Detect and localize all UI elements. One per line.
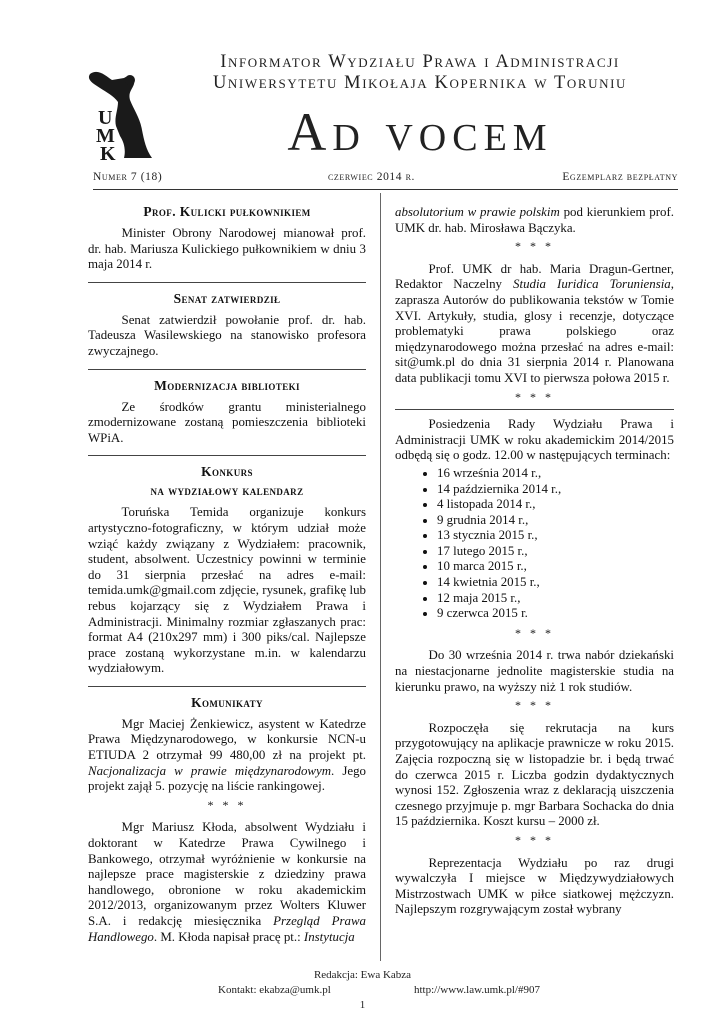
section-heading: Komunikaty [191,694,263,710]
list-item: • 16 września 2014 r., [437,466,674,482]
left-column [88,203,366,954]
newsletter-title: Ad vocem [287,102,553,162]
separator: * * * [515,389,554,404]
section-divider [88,455,366,456]
footer-url: http://www.law.umk.pl/#907 [414,984,540,996]
section-heading: na wydziałowy kalendarz [150,483,304,499]
section-divider [395,409,674,410]
section-text: Prof. UMK dr hab. Maria Dragun-Gertner, Redaktor Naczelny Studia Iuridica Toruniensia, zaprasza Autorów do publikowania tekstów w Tomie XVI. Artykuły, studia, glosy i recenzje, dotyczące problematyki prawa polskiego oraz międzynarodowego można przesłać na adres e-mail: sit@umk.pl do dnia 31 sierpnia 2014 r. Planowana data publikacji tomu XVI to pierwsza połowa 2015 r. [395,261,674,385]
section-divider [88,369,366,370]
footer-editor: Redakcja: Ewa Kabza [313,969,412,981]
list-item: • 14 kwietnia 2015 r., [437,575,674,591]
list-item: • 14 października 2014 r., [437,482,674,498]
column-divider [380,193,381,961]
section-divider [88,686,366,687]
section-text: Minister Obrony Narodowej mianował prof. dr. hab. Mariusza Kulickiego pułkownikiem w dniu 3 maja 2014 r. [88,226,366,272]
list-item: • 9 grudnia 2014 r., [437,513,674,529]
issue-bar [93,171,678,189]
section-heading: Prof. Kulicki pułkownikiem [143,204,311,219]
logo-letter-m: M [96,125,115,147]
section-text: Reprezentacja Wydziału po raz drugi wywalczyła I miejsce w Międzywydziałowych Mistrzostwach UMK w piłce siatkowej mężczyzn. Najlepszym rozgrywającym został wybrany [395,855,674,917]
logo-letter-u: U [98,107,113,129]
separator: * * * [515,698,554,713]
issue-note: Egzemplarz bezpłatny [562,171,678,183]
logo-letter-k: K [100,143,116,162]
meeting-dates-list [395,466,674,622]
section-text: Posiedzenia Rady Wydziału Prawa i Administracji UMK w roku akademickim 2014/2015 odbędą się o godz. 12.00 w następujących terminach: [395,417,674,463]
list-item: • 9 czerwca 2015 r. [437,606,674,622]
footer-contact: Kontakt: ekabza@umk.pl [218,984,331,996]
section-divider [88,282,366,283]
section-text: Mgr Maciej Żenkiewicz, asystent w Katedrze Prawa Międzynarodowego, w konkursie NCN-u ETIUDA 2 otrzymał 99 480,00 zł na projekt pt. Nacjonalizacja w prawie międzynarodowym. Jego projekt zajął 5. pozycję na liście rankingowej. [88,716,366,794]
separator: * * * [207,797,247,812]
list-item: • 4 listopada 2014 r., [437,497,674,513]
section-text: Mgr Mariusz Kłoda, absolwent Wydziału i doktorant w Katedrze Prawa Cywilnego i Bankowego, otrzymał wyróżnienie w konkursie na najlepsze prace magisterskie z dziedziny prawa handlowego, obronione w roku akademickim 2012/2013, organizowanym przez Wolters Kluwer S.A. i redakcję miesięcznika Przegląd Prawa Handlowego. M. Kłoda napisał pracę pt.: Instytucja [88,820,367,944]
section-text: Ze środków grantu ministerialnego zmodernizowane zostaną pomieszczenia biblioteki WPiA. [88,399,366,445]
separator: * * * [515,625,554,640]
section-text: Do 30 września 2014 r. trwa nabór dziekański na niestacjonarne jednolite magisterskie studia na kierunku prawo, na wyższy niż 1 rok studiów. [395,648,674,694]
header-line-1: Informator Wydziału Prawa i Administracji [220,52,620,72]
section-text: Rozpoczęła się rekrutacja na kurs przygotowujący na aplikacje prawnicze w roku 2015. Zajęcia rozpoczną się w listopadzie br. i będą trwać do czerwca 2015 r. Liczba godzin dydaktycznych wynosi 152. Zgłoszenia wraz z deklaracją uiszczenia czesnego przyjmuje p. mgr Barbara Sochacka do dnia 15 października. Koszt kursu – 2000 zł. [395,720,674,829]
header-rule [93,189,678,190]
list-item: • 10 marca 2015 r., [437,559,674,575]
section-heading: Modernizacja biblioteki [154,377,300,393]
list-item: • 13 stycznia 2015 r., [437,528,674,544]
separator: * * * [515,832,554,847]
list-item: • 12 maja 2015 r., [437,591,674,607]
issue-date: czerwiec 2014 r. [328,171,416,183]
section-text: Toruńska Temida organizuje konkurs artystyczno-fotograficzny, w którym udział może wziąć każdy związany z Wydziałem: pracownik, student, absolwent. Uczestnicy powinni w terminie do 31 sierpnia przesłać na adres e-mail: temida.umk@gmail.com zdjęcie, rysunek, grafikę lub rebus kojarzący się z Wydziałem Prawa i Administracji. Minimalny rozmiar zgłaszanych prac: format A4 (210x297 mm) i 300 piks/cal. Najlepsze prace zostaną wykorzystane m.in. w kalendarzu wydziałowym. [88,505,366,676]
section-text: Senat zatwierdził powołanie prof. dr. hab. Tadeusza Wasilewskiego na stanowisko profesora zwyczajnego. [88,312,366,358]
right-column [395,205,674,927]
header-line-2: Uniwersytetu Mikołaja Kopernika w Toruniu [212,73,628,93]
umk-logo [84,66,158,162]
issue-number: Numer 7 (18) [93,171,163,183]
page-number: 1 [359,999,366,1011]
section-heading: Konkurs [201,464,253,480]
separator: * * * [515,239,554,254]
section-text: absolutorium w prawie polskim pod kierunkiem prof. UMK dr. hab. Mirosława Bączyka. [395,205,674,235]
list-item: • 17 lutego 2015 r., [437,544,674,560]
section-heading: Senat zatwierdził [173,290,281,306]
